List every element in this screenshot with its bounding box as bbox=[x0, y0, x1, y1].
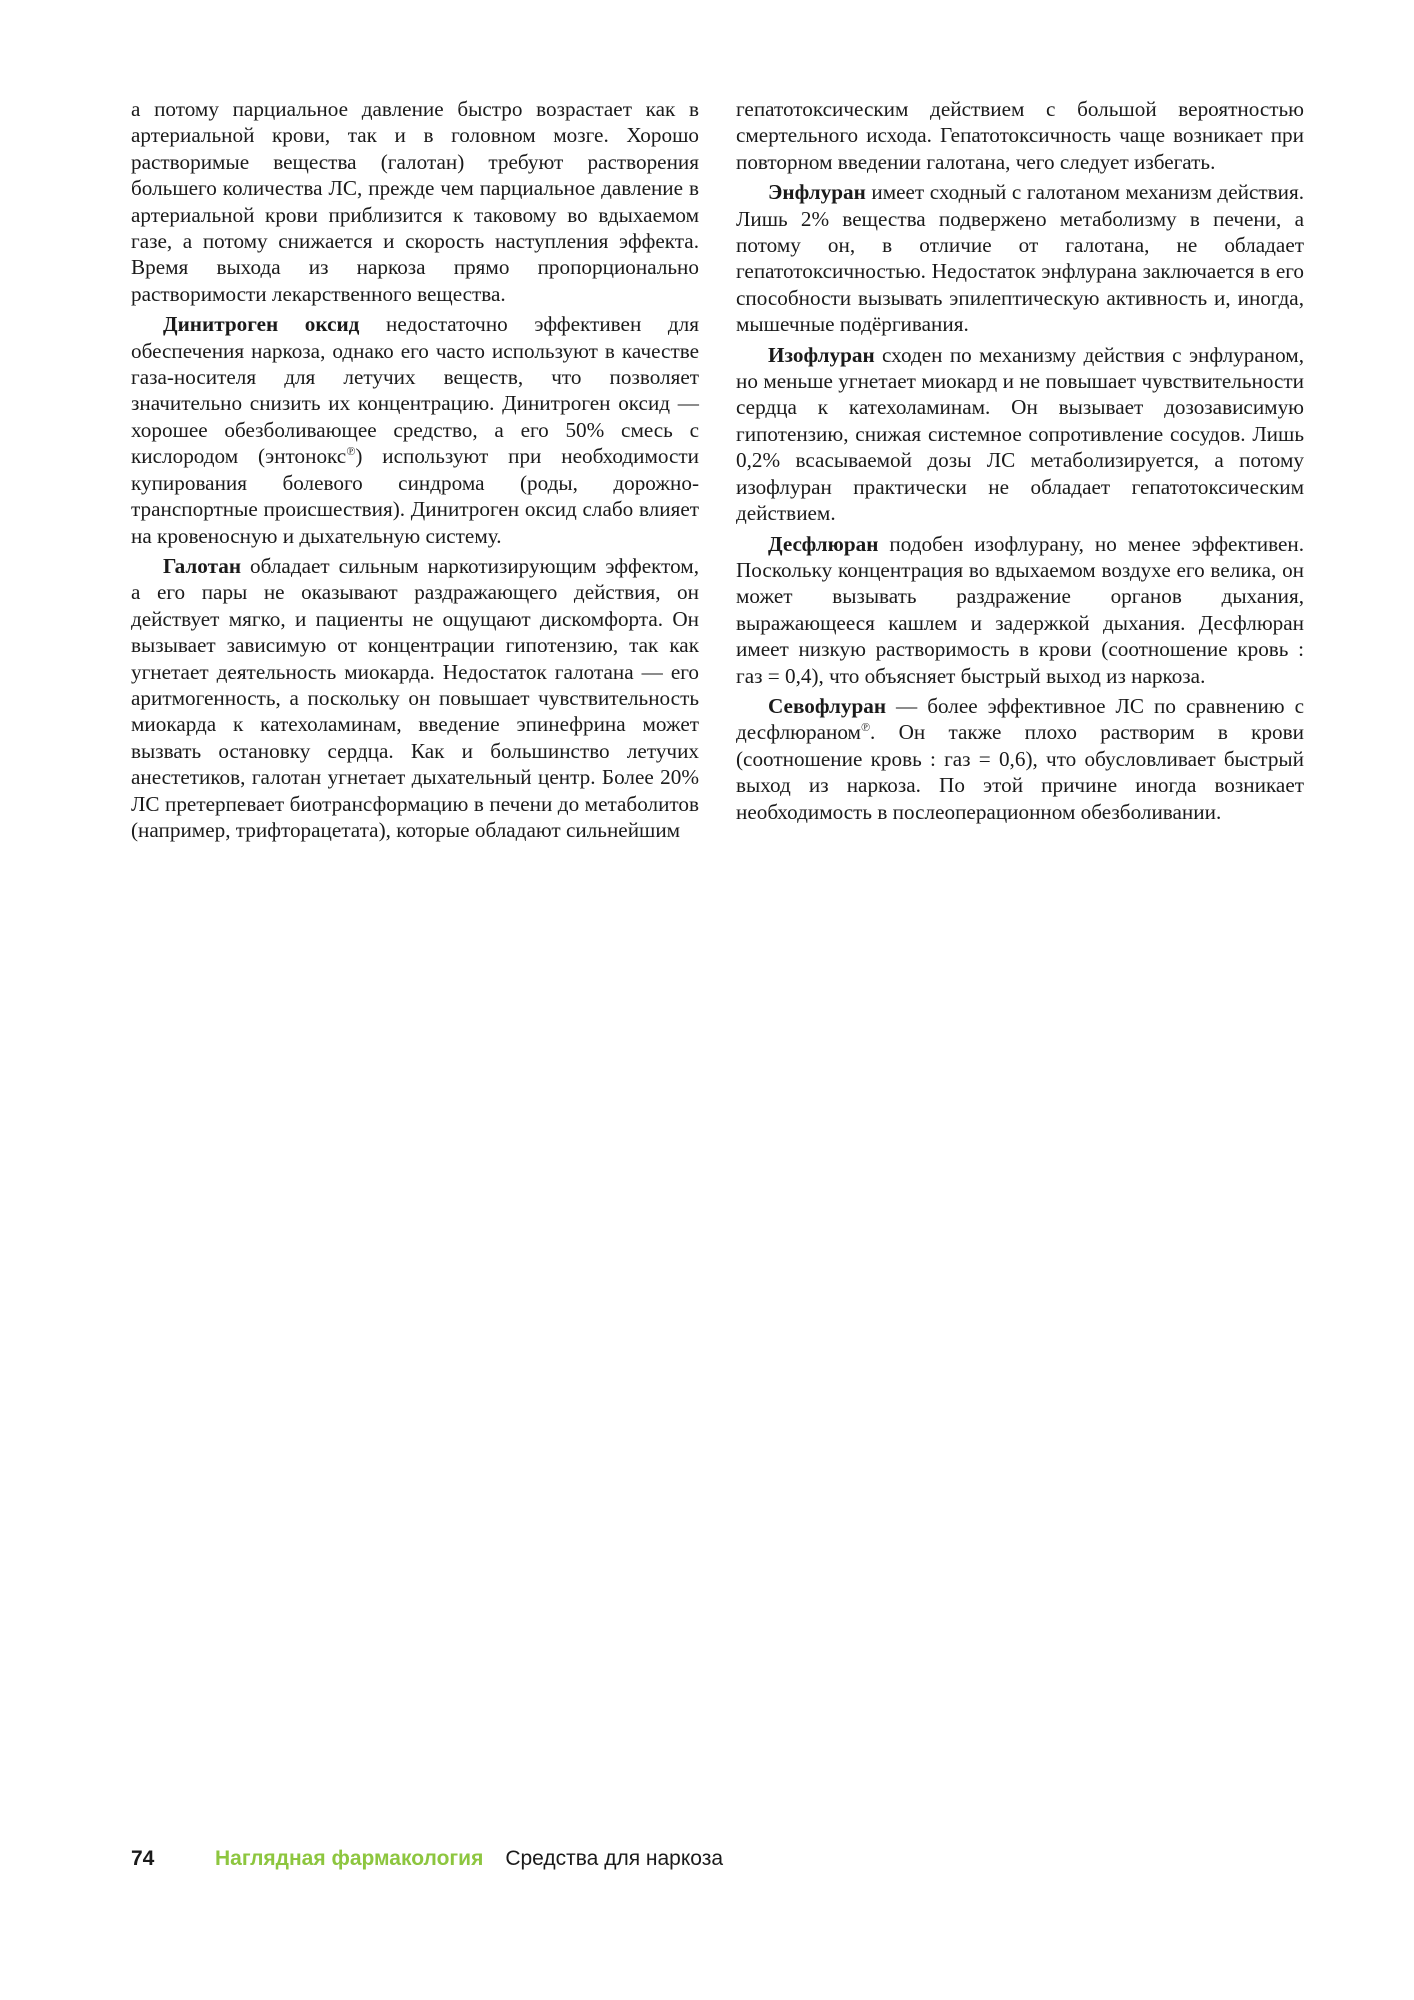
paragraph-text: имеет сходный с галотаном механизм действия. Лишь 2% вещества подвержено метаболизму в печени, а потому он, в отличие от галотана, не обладает гепатотоксичностью. Недостаток энфлурана заключается в его способности вызывать эпилептическую активность и, иногда, мышечные подёргивания. bbox=[736, 180, 1304, 337]
section-title: Средства для наркоза bbox=[505, 1847, 724, 1870]
paragraph-text: . Он также плохо растворим в крови (соотношение кровь : газ = 0,6), что обусловливает быстрый выход из наркоза. По этой причине иногда возникает необходимость в послеоперационном обезболивании. bbox=[736, 720, 1304, 824]
term-enflurane: Энфлуран bbox=[768, 180, 866, 205]
right-column bbox=[736, 96, 1304, 829]
paragraph-text: недостаточно эффективен для обеспечения наркоза, однако его часто используют в качестве газа-носителя для летучих веществ, что позволяет значительно снизить их концентрацию. Динитроген оксид — хорошее обезболивающее средство, а его 50% смесь с кислородом (энтонокс bbox=[131, 312, 699, 469]
registered-mark-icon: ℗ bbox=[346, 444, 356, 459]
paragraph-text: ) используют при необходимости купирования болевого синдрома (роды, дорожно-транспортные происшествия). Динитроген оксид слабо влияет на кровеносную и дыхательную систему. bbox=[131, 444, 700, 548]
paragraph-text: обладает сильным наркотизирующим эффектом, а его пары не оказывают раздражающего действия, он действует мягко, и пациенты не ощущают дискомфорта. Он вызывает зависимую от концентрации гипотензию, так как угнетает деятельность миокарда. Недостаток галотана — его аритмогенность, а поскольку он повышает чувствительность миокарда к катехоламинам, введение эпинефрина может вызвать остановку сердца. Как и большинство летучих анестетиков, галотан угнетает дыхательный центр. Более 20% ЛС претерпевает биотрансформацию в печени до метаболитов (например, трифторацетата), которые обладают сильнейшим bbox=[131, 553, 699, 842]
paragraph-solubility bbox=[131, 96, 699, 307]
term-dinitrogen-oxide: Динитроген оксид bbox=[163, 312, 360, 337]
paragraph-dinitrogen-oxide bbox=[131, 311, 699, 549]
term-isoflurane: Изофлуран bbox=[768, 342, 875, 367]
paragraph-text: гепатотоксическим действием с большой вероятностью смертельного исхода. Гепатотоксичность чаще возникает при повторном введении галотана, чего следует избегать. bbox=[736, 97, 1304, 174]
paragraph-enflurane bbox=[736, 179, 1304, 337]
paragraph-desflurane bbox=[736, 531, 1304, 689]
paragraph-isoflurane bbox=[736, 342, 1304, 527]
paragraph-sevoflurane bbox=[736, 693, 1304, 825]
term-sevoflurane: Севофлуран bbox=[768, 693, 887, 718]
book-title: Наглядная фармакология bbox=[215, 1847, 484, 1870]
paragraph-text: а потому парциальное давление быстро возрастает как в артериальной крови, так и в головном мозге. Хорошо растворимые вещества (галотан) требуют растворения большего количества ЛС, прежде чем парциальное давление в артериальной крови приблизится к таковому во вдыхаемом газе, а потому снижается и скорость наступления эффекта. Время выхода из наркоза прямо пропорционально растворимости лекарственного вещества. bbox=[131, 97, 699, 306]
term-halothane: Галотан bbox=[163, 553, 242, 578]
paragraph-text: сходен по механизму действия с энфлураном, но меньше угнетает миокард и не повышает чувствительности сердца к катехоламинам. Он вызывает дозозависимую гипотензию, снижая системное сопротивление сосудов. Лишь 0,2% всасываемой дозы ЛС метаболизируется, а потому изофлуран практически не обладает гепатотоксическим действием. bbox=[736, 342, 1304, 526]
paragraph-text: подобен изофлурану, но менее эффективен. Поскольку концентрация во вдыхаемом воздухе его велика, он может вызывать раздражение органов дыхания, выражающееся кашлем и задержкой дыхания. Десфлюран имеет низкую растворимость в крови (соотношение кровь : газ = 0,4), что объясняет быстрый выход из наркоза. bbox=[736, 531, 1304, 688]
paragraph-halothane bbox=[131, 553, 699, 843]
registered-mark-icon: ℗ bbox=[860, 720, 871, 735]
page-footer bbox=[131, 1846, 723, 1872]
left-column bbox=[131, 96, 699, 847]
paragraph-hepatotoxicity bbox=[736, 96, 1304, 175]
term-desflurane: Десфлюран bbox=[768, 531, 879, 556]
page-number: 74 bbox=[131, 1847, 155, 1870]
paragraph-text: — более эффективное ЛС по сравнению с десфлюраном bbox=[736, 693, 1304, 745]
